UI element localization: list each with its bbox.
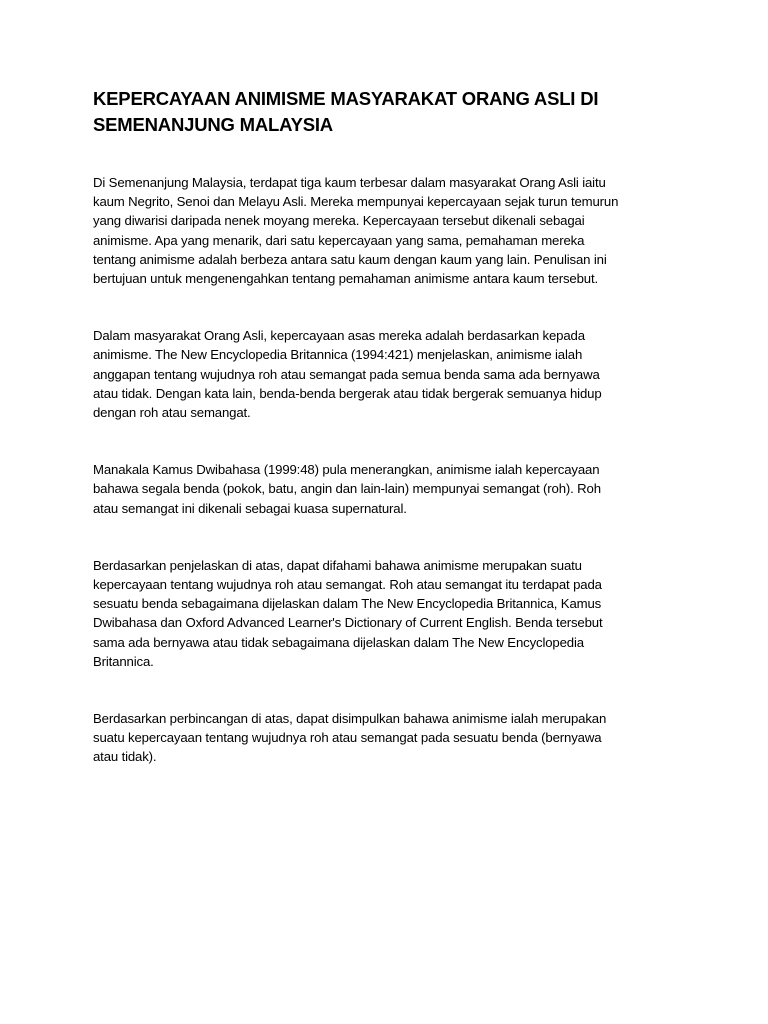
document-title: KEPERCAYAAN ANIMISME MASYARAKAT ORANG ASLI DI SEMENANJUNG MALAYSIA [93, 88, 599, 135]
paragraph-2: Dalam masyarakat Orang Asli, kepercayaan asas mereka adalah berdasarkan kepada animisme. The New Encyclopedia Britannica (1994:421) menjelaskan, animisme ialah anggapan tentang wujudnya roh atau semangat pada semua benda sama ada bernyawa atau tidak. Dengan kata lain, benda-benda bergerak atau tidak bergerak semuanya hidup dengan roh atau semangat. [93, 328, 602, 421]
paragraph-5: Berdasarkan perbincangan di atas, dapat disimpulkan bahawa animisme ialah merupakan suatu kepercayaan tentang wujudnya roh atau semangat pada sesuatu benda (bernyawa atau tidak). [93, 711, 607, 765]
paragraph-3: Manakala Kamus Dwibahasa (1999:48) pula menerangkan, animisme ialah kepercayaan bahawa segala benda (pokok, batu, angin dan lain-lain) mempunyai semangat (roh). Roh atau semangat ini dikenali sebagai kuasa supernatural. [93, 462, 601, 516]
paragraph-4: Berdasarkan penjelaskan di atas, dapat difahami bahawa animisme merupakan suatu kepercayaan tentang wujudnya roh atau semangat. Roh atau semangat itu terdapat pada sesuatu benda sebagaimana dijelaskan dalam The New Encyclopedia Britannica, Kamus Dwibahasa dan Oxford Advanced Learner's Dictionary of Current English. Benda tersebut sama ada bernyawa atau tidak sebagaimana dijelaskan dalam The New Encyclopedia Britannica. [93, 557, 603, 669]
paragraph-1: Di Semenanjung Malaysia, terdapat tiga kaum terbesar dalam masyarakat Orang Asli iaitu kaum Negrito, Senoi dan Melayu Asli. Mereka mempunyai kepercayaan sejak turun temurun yang diwarisi daripada nenek moyang mereka. Kepercayaan tersebut dikenali sebagai animisme. Apa yang menarik, dari satu kepercayaan yang sama, pemahaman mereka tentang animisme adalah berbeza antara satu kaum dengan kaum yang lain. Penulisan ini bertujuan untuk mengenengahkan tentang pemahaman animisme antara kaum tersebut. [93, 175, 619, 287]
document-body [93, 86, 683, 767]
